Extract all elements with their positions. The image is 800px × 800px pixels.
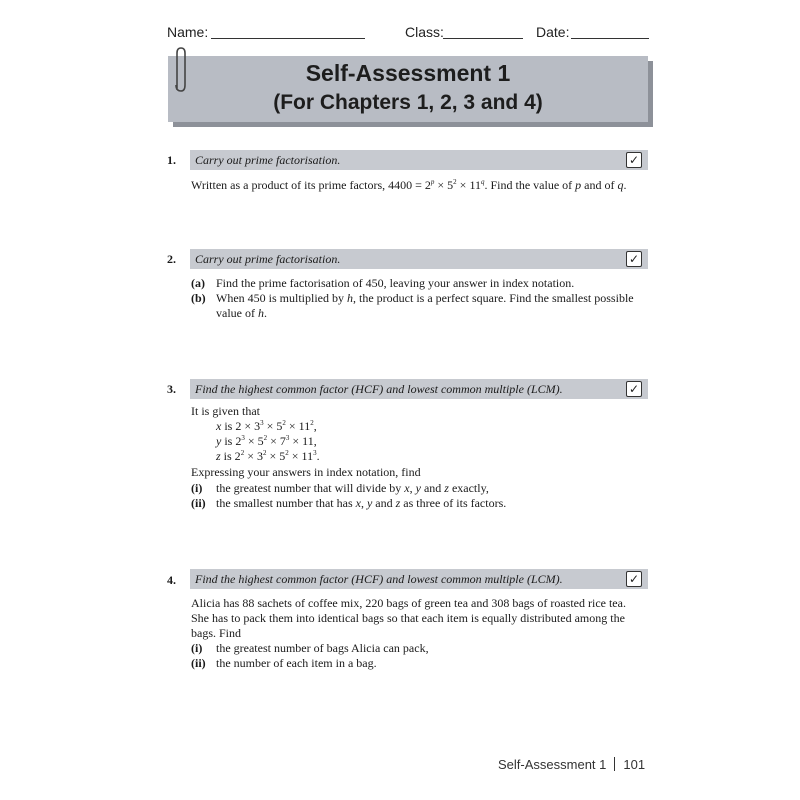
equation-z: z is $2^2 \times 3^2 \times 5^2 \times 11^3$.: [216, 449, 320, 463]
question-instruction: Carry out prime factorisation.: [195, 153, 341, 167]
question-body-line: bags. Find: [191, 626, 242, 640]
question-number: 4.: [167, 573, 176, 587]
part-text: the greatest number of bags Alicia can pack,: [216, 641, 429, 655]
part-label: (i): [191, 641, 203, 655]
footer-section: Self-Assessment 1: [498, 757, 607, 772]
question-instruction-bar: [190, 150, 648, 170]
name-label: Name:: [167, 24, 209, 40]
page-footer: [498, 757, 645, 772]
page-subtitle: (For Chapters 1, 2, 3 and 4): [273, 91, 543, 114]
date-line[interactable]: [571, 38, 649, 39]
equation-x: x is $2 \times 3^3 \times 5^2 \times 11^2$,: [216, 419, 317, 433]
equation-y: y is $2^3 \times 5^2 \times 7^3 \times 11$,: [216, 434, 317, 448]
name-line[interactable]: [211, 38, 365, 39]
part-text: the greatest number that will divide by x, y and z exactly,: [216, 481, 489, 495]
date-label: Date:: [536, 24, 570, 40]
part-text: the smallest number that has x, y and z as three of its factors.: [216, 496, 507, 510]
part-label: (a): [191, 276, 205, 290]
question-text: Written as a product of its prime factors, $4400 = 2^p \times 5^2 \times 11^q$. Find the value of p and of q.: [191, 178, 627, 192]
part-text: Find the prime factorisation of 450, leaving your answer in index notation.: [216, 276, 575, 290]
part-label: (ii): [191, 496, 206, 510]
question-intro: It is given that: [191, 404, 260, 418]
question-instruction: Find the highest common factor (HCF) and lowest common multiple (LCM).: [195, 572, 563, 586]
question-lead: Expressing your answers in index notation, find: [191, 465, 421, 479]
class-label: Class:: [405, 24, 444, 40]
checkbox-icon[interactable]: ✓: [626, 381, 642, 397]
question-instruction-bar: [190, 569, 648, 589]
class-line[interactable]: [443, 38, 523, 39]
part-label: (b): [191, 291, 206, 305]
part-label: (i): [191, 481, 203, 495]
part-text: the number of each item in a bag.: [216, 656, 377, 670]
checkbox-icon[interactable]: ✓: [626, 571, 642, 587]
part-label: (ii): [191, 656, 206, 670]
question-instruction-bar: [190, 249, 648, 269]
question-instruction: Find the highest common factor (HCF) and lowest common multiple (LCM).: [195, 382, 563, 396]
question-instruction: Carry out prime factorisation.: [195, 252, 341, 266]
page-number: 101: [623, 757, 646, 772]
question-number: 2.: [167, 252, 176, 266]
title-block: [168, 58, 648, 118]
question-number: 1.: [167, 153, 176, 167]
part-text: When 450 is multiplied by h, the product is a perfect square. Find the smallest possible value of h.: [216, 291, 634, 320]
checkbox-icon[interactable]: ✓: [626, 152, 642, 168]
question-number: 3.: [167, 382, 176, 396]
question-body-line: Alicia has 88 sachets of coffee mix, 220 bags of green tea and 308 bags of roasted rice tea.: [191, 596, 626, 610]
checkbox-icon[interactable]: ✓: [626, 251, 642, 267]
question-instruction-bar: [190, 379, 648, 399]
question-body-line: She has to pack them into identical bags so that each item is equally distributed among the: [191, 611, 625, 625]
header-fields: [167, 24, 657, 44]
footer-divider: [614, 757, 615, 771]
page-title: Self-Assessment 1: [305, 60, 511, 86]
